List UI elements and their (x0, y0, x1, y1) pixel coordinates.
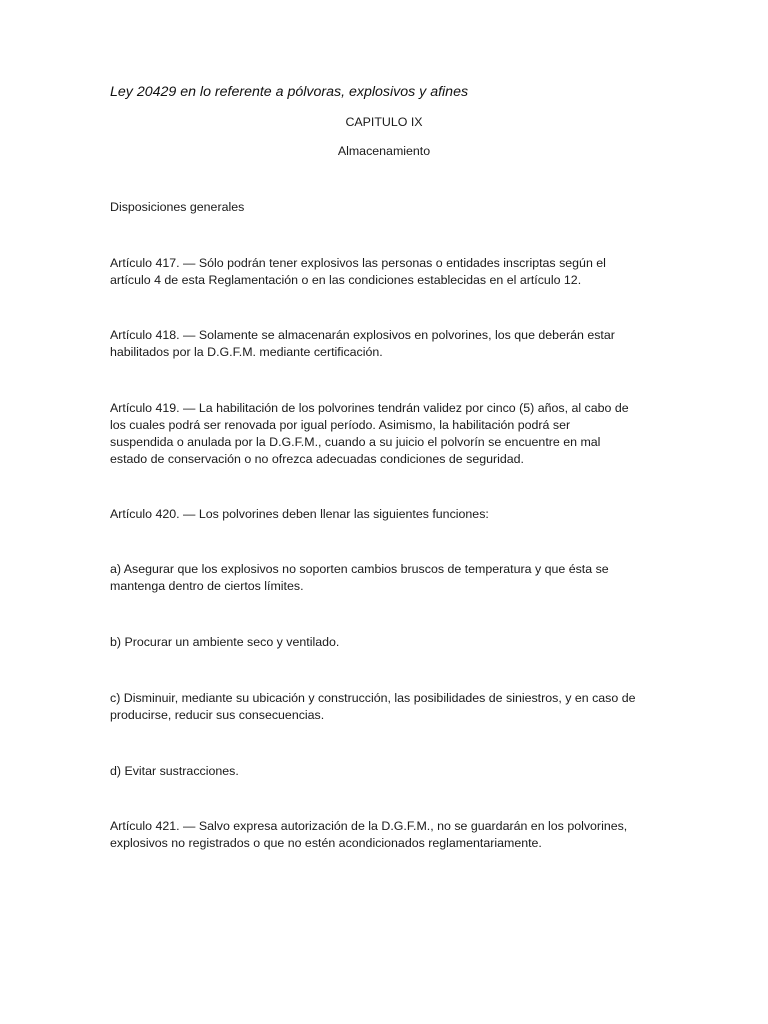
chapter-heading: CAPITULO IX (345, 115, 423, 129)
paragraph-line: estado de conservación o no ofrezca adecuadas condiciones de seguridad. (110, 452, 524, 466)
paragraph-line: Artículo 417. — Sólo podrán tener explosivos las personas o entidades inscriptas según el (110, 256, 606, 270)
paragraph-line: b) Procurar un ambiente seco y ventilado. (110, 635, 340, 649)
article-417-paragraph (110, 255, 658, 289)
paragraph-line: los cuales podrá ser renovada por igual período. Asimismo, la habilitación podrá ser (110, 418, 571, 432)
article-420-paragraph (110, 506, 658, 523)
paragraph-line: Artículo 421. — Salvo expresa autorización de la D.G.F.M., no se guardarán en los polvorines, (110, 819, 628, 833)
paragraph-line: artículo 4 de esta Reglamentación o en las condiciones establecidas en el artículo 12. (110, 273, 582, 287)
paragraph-line: habilitados por la D.G.F.M. mediante certificación. (110, 345, 383, 359)
paragraph-line: mantenga dentro de ciertos límites. (110, 579, 304, 593)
item-c-paragraph (110, 690, 658, 724)
item-d-paragraph (110, 763, 658, 780)
paragraph-line: d) Evitar sustracciones. (110, 764, 239, 778)
article-418-paragraph (110, 327, 658, 361)
document-title: Ley 20429 en lo referente a pólvoras, explosivos y afines (110, 84, 469, 100)
paragraph-line: producirse, reducir sus consecuencias. (110, 708, 325, 722)
general-provisions-heading (110, 199, 658, 216)
paragraph-line: suspendida o anulada por la D.G.F.M., cuando a su juicio el polvorín se encuentre en mal (110, 435, 601, 449)
paragraph-line: c) Disminuir, mediante su ubicación y construcción, las posibilidades de siniestros, y en caso de (110, 691, 636, 705)
paragraph-line: a) Asegurar que los explosivos no soporten cambios bruscos de temperatura y que ésta se (110, 562, 609, 576)
article-421-paragraph (110, 818, 658, 852)
item-a-paragraph (110, 561, 658, 595)
paragraph-line: Artículo 420. — Los polvorines deben llenar las siguientes funciones: (110, 507, 489, 521)
item-b-paragraph (110, 634, 658, 651)
section-heading: Almacenamiento (337, 144, 431, 158)
article-419-paragraph (110, 400, 658, 468)
paragraph-line: Artículo 419. — La habilitación de los polvorines tendrán validez por cinco (5) años, al cabo de (110, 401, 629, 415)
paragraph-line: explosivos no registrados o que no estén acondicionados reglamentariamente. (110, 836, 542, 850)
paragraph-line: Artículo 418. — Solamente se almacenarán explosivos en polvorines, los que deberán estar (110, 328, 615, 342)
heading-text: Disposiciones generales (110, 200, 245, 214)
